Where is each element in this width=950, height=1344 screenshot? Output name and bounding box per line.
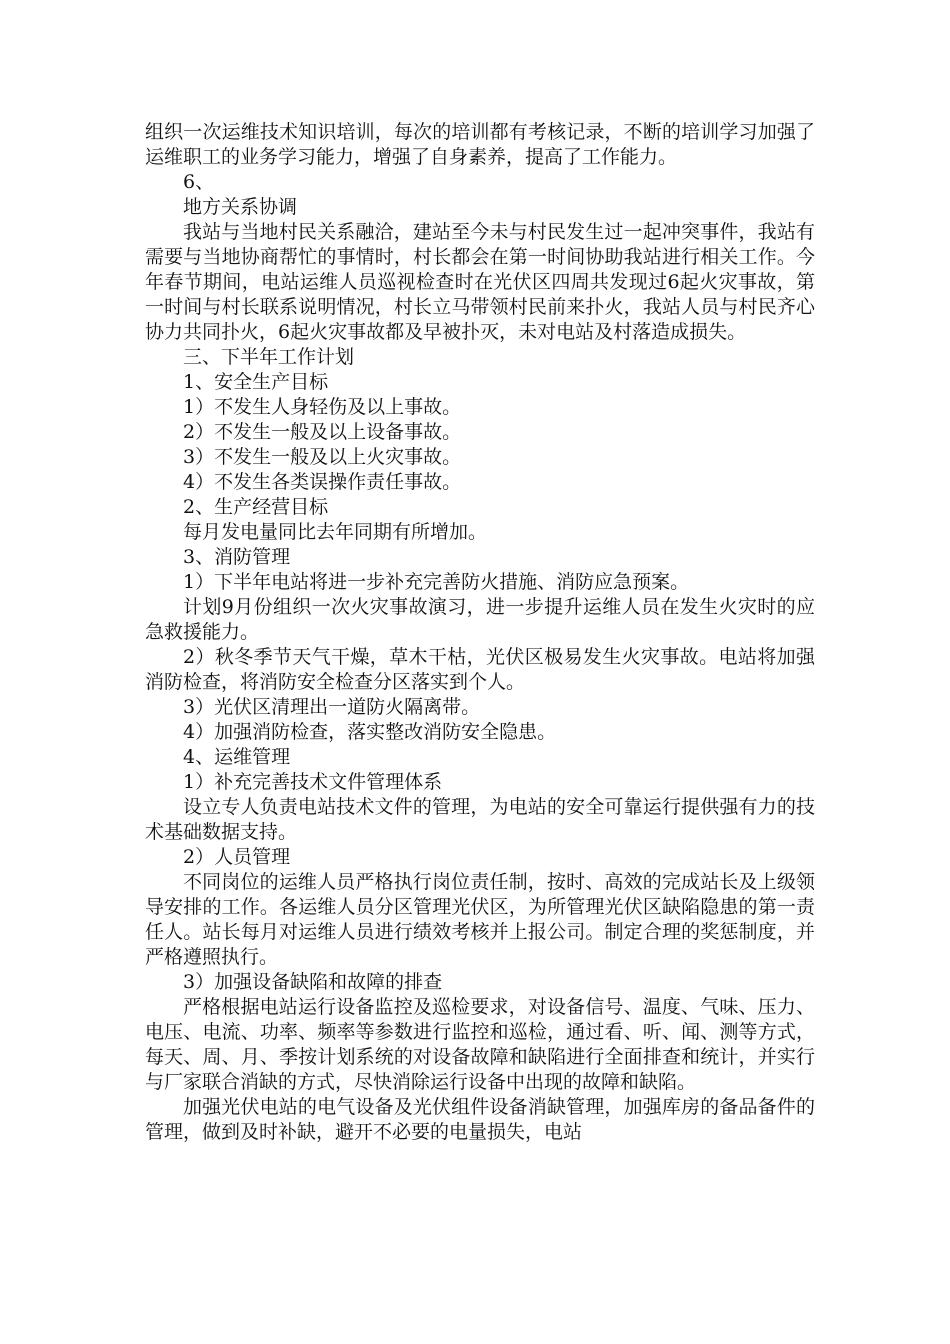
list-item: 2）不发生一般及以上设备事故。 [183, 421, 462, 443]
section-heading: 三、下半年工作计划 [183, 346, 355, 368]
subsection-heading: 1、安全生产目标 [183, 371, 329, 393]
list-item: 3）不发生一般及以上火灾事故。 [183, 446, 462, 468]
document-body [145, 120, 815, 1145]
subsection-heading: 2、生产经营目标 [183, 496, 329, 518]
list-item: 1）补充完善技术文件管理体系 [183, 771, 443, 793]
paragraph: 我站与当地村民关系融洽，建站至今未与村民发生过一起冲突事件，我站有需要与当地协商帮忙的事情时，村长都会在第一时间协助我站进行相关工作。今年春节期间，电站运维人员巡视检查时在光伏区四周共发现过6起火灾事故，第一时间与村长联系说明情况，村长立马带领村民前来扑火，我站人员与村民齐心协力共同扑火，6起火灾事故都及早被扑灭，未对电站及村落造成损失。 [145, 221, 815, 343]
paragraph: 设立专人负责电站技术文件的管理，为电站的安全可靠运行提供强有力的技术基础数据支持。 [145, 796, 815, 843]
list-item: 1）下半年电站将进一步补充完善防火措施、消防应急预案。 [183, 571, 690, 593]
subsection-heading: 4、运维管理 [183, 746, 291, 768]
list-item: 2）秋冬季节天气干燥，草木干枯，光伏区极易发生火灾事故。电站将加强消防检查，将消防安全检查分区落实到个人。 [145, 646, 815, 693]
list-item: 3）光伏区清理出一道防火隔离带。 [183, 696, 481, 718]
section-heading: 地方关系协调 [183, 196, 298, 218]
section-number: 6、 [183, 171, 215, 193]
paragraph: 计划9月份组织一次火灾事故演习，进一步提升运维人员在发生火灾时的应急救援能力。 [145, 596, 815, 643]
paragraph: 组织一次运维技术知识培训，每次的培训都有考核记录，不断的培训学习加强了运维职工的业务学习能力，增强了自身素养，提高了工作能力。 [145, 121, 815, 168]
list-item: 4）加强消防检查，落实整改消防安全隐患。 [183, 721, 557, 743]
paragraph: 每月发电量同比去年同期有所增加。 [183, 521, 488, 543]
list-item: 1）不发生人身轻伤及以上事故。 [183, 396, 462, 418]
paragraph: 严格根据电站运行设备监控及巡检要求，对设备信号、温度、气味、压力、电压、电流、功率、频率等参数进行监控和巡检，通过看、听、闻、测等方式，每天、周、月、季按计划系统的对设备故障和缺陷进行全面排查和统计，并实行与厂家联合消缺的方式，尽快消除运行设备中出现的故障和缺陷。 [145, 996, 815, 1093]
paragraph: 不同岗位的运维人员严格执行岗位责任制，按时、高效的完成站长及上级领导安排的工作。各运维人员分区管理光伏区，为所管理光伏区缺陷隐患的第一责任人。站长每月对运维人员进行绩效考核并上报公司。制定合理的奖惩制度，并严格遵照执行。 [145, 871, 815, 968]
list-item: 4）不发生各类误操作责任事故。 [183, 471, 462, 493]
paragraph: 加强光伏电站的电气设备及光伏组件设备消缺管理，加强库房的备品备件的管理，做到及时补缺，避开不必要的电量损失，电站 [145, 1096, 815, 1143]
list-item: 3）加强设备缺陷和故障的排查 [183, 971, 443, 993]
list-item: 2）人员管理 [183, 846, 291, 868]
subsection-heading: 3、消防管理 [183, 546, 291, 568]
